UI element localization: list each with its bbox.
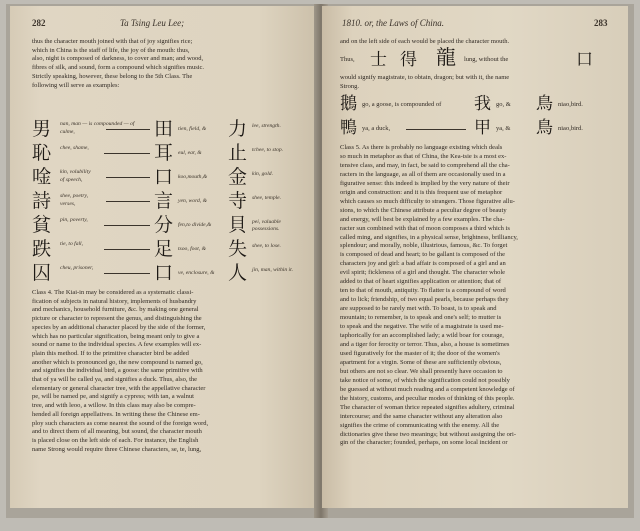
text-line: species by an additional character placed by the side of the former,	[32, 323, 206, 331]
row-dash	[104, 249, 150, 250]
text-line: plain this method. If to the primitive character bird be added	[32, 349, 189, 357]
open-book	[6, 4, 634, 518]
text-line: and mechanics, household furniture, &c. by making one general	[32, 306, 199, 314]
text-line: the history, customs, and peculiar modes of thinking of this people.	[340, 394, 515, 402]
compound-gloss-2: culme,	[60, 129, 75, 135]
compound-gloss: tie, to fall,	[60, 241, 83, 247]
text-line: splendour; and morally, noble, illustrious, famous, &c. To forget	[340, 242, 508, 250]
component-gloss-2: jin, man, within it.	[252, 267, 294, 273]
text-line: Strong.	[340, 82, 359, 90]
character-grid	[32, 118, 302, 286]
text-line: thus the character mouth joined with that of joy signifies rice;	[32, 38, 193, 45]
text-line: Class 5. As there is probably no language existing which deals	[340, 144, 503, 151]
duck-line	[340, 118, 612, 140]
component-character-2: 力	[228, 118, 248, 140]
text-line: figurative sense: this indeed is implied by the very nature of their	[340, 179, 510, 187]
text-line: and to direct them of all meaning, but sound, the character mouth	[32, 428, 202, 436]
duck-text: ya, a duck,	[362, 125, 391, 132]
char-bird: 鳥	[536, 94, 553, 114]
compound-gloss: shee, poetry,	[60, 193, 89, 199]
component-gloss-1: koo,mouth,&	[178, 174, 208, 180]
row-dash	[106, 129, 150, 130]
text-line: sound or name to the individual species. A few examples will ex-	[32, 341, 202, 349]
text-line: which in China is the staff of life, the joy of the mouth: thus,	[32, 46, 190, 54]
text-line: to speak and the negative. The wife of a magistrate is used me-	[340, 323, 504, 331]
compound-character: 男	[32, 118, 52, 140]
text-line: Class 4. The Kiai-in may be considered as a systematic classi-	[32, 289, 194, 296]
component-character-1: 田	[154, 118, 174, 140]
compound-character: 囚	[32, 262, 52, 284]
component-character-1: 口	[154, 166, 174, 188]
goose-bird-text: niao,bird.	[558, 101, 583, 108]
text-line: which causes so much difficulty to strangers. Those figurative allu-	[340, 197, 515, 205]
text-line: gin of the character; founded, perhaps, on some local incident or	[340, 439, 508, 447]
text-line: origin and construction: and it is this frequent use of metaphor	[340, 188, 503, 196]
text-line: taphorically for an accomplished lady; a wild boar for courage,	[340, 332, 504, 340]
compound-character: 恥	[32, 142, 52, 164]
component-gloss-1: ve, enclosure, &	[178, 270, 215, 276]
text-line: which has no particular signification, being meant only to give a	[32, 332, 200, 340]
left-page	[10, 6, 320, 508]
class-4-paragraph	[32, 289, 304, 454]
right-page	[322, 6, 628, 508]
text-line: The character of woman thrice repeated signifies adultery, criminal	[340, 403, 515, 411]
char-jia: 甲	[474, 118, 491, 138]
text-line: but others are not so clear. We shall presently have occasion to	[340, 367, 503, 375]
character-row	[32, 190, 302, 214]
char-goose: 鵝	[340, 94, 357, 114]
component-character-2: 止	[228, 142, 248, 164]
component-character-2: 貝	[228, 214, 248, 236]
compound-character: 詩	[32, 190, 52, 212]
text-line: pe, will be named pe, and signify a cypress; with tan, a walnut	[32, 393, 194, 401]
text-line: ploy such characters as come nearest the sound of the foreign word,	[32, 419, 209, 427]
text-line: so much in metaphor as that of China, the Kea-tsie is a most ex-	[340, 152, 507, 160]
component-gloss-1: fen,to divide,&	[178, 222, 212, 228]
text-line: called ming, and signifies, in a physical sense, brightness, brilliancy,	[340, 233, 518, 241]
compound-gloss: nan, man — is compounded — of	[60, 121, 135, 127]
text-line: characters joy and girl: a bad affair is composed of a girl and an	[340, 260, 506, 268]
component-gloss-2: shee, temple.	[252, 195, 282, 201]
text-line: fibres of silk, and sound, form a compound which signifies music.	[32, 64, 205, 72]
text-line: following will serve as examples:	[32, 81, 120, 89]
text-line: tensive class, and may, in fact, be said to comprehend all the cha-	[340, 161, 510, 169]
text-line: ten to that of mouth, antiquity. To flatter is a compound of word	[340, 287, 506, 295]
component-character-2: 失	[228, 238, 248, 260]
text-line: would signify magistrate, to obtain, dragon; but with it, the name	[340, 74, 510, 81]
text-line: apartment for a virgin. Some of these are sufficiently obvious,	[340, 358, 502, 366]
text-line: take notice of some, of which the signification could not possibly	[340, 376, 510, 384]
compound-gloss: pin, poverty,	[60, 217, 88, 223]
text-line: that of ya will be called ya, and signifies a duck. Thus, also, the	[32, 376, 198, 384]
component-gloss-2: shee, to lose.	[252, 243, 281, 249]
component-character-1: 足	[154, 238, 174, 260]
text-line: evil spirit; fickleness of a girl and thought. The character whole	[340, 269, 506, 277]
text-line: also, night is composed of darkness, to cover and man; and wood,	[32, 55, 204, 63]
text-line: used figuratively for the master of it; the door of the women's	[340, 349, 500, 357]
character-row	[32, 142, 302, 166]
text-line: another which is pronounced go, the new compound is named go,	[32, 358, 203, 366]
text-line: racter sun combined with that of moon composes a third which is	[340, 224, 510, 232]
compound-gloss-2: verses,	[60, 201, 76, 207]
character-row	[32, 238, 302, 262]
goose-text: go, a goose, is compounded of	[362, 101, 442, 108]
goose-line	[340, 94, 612, 116]
goose-go-text: go, &	[496, 101, 511, 108]
text-line: intercourse; and the same character without any alteration also	[340, 412, 503, 420]
page-number-left: 282	[32, 18, 46, 28]
compound-character: 唫	[32, 166, 52, 188]
text-line: Strictly speaking, however, these belong to the 5th Class. The	[32, 72, 193, 80]
text-line: and energy, will best be explained by a few examples. The cha-	[340, 215, 505, 223]
text-line: and to lick; friendship, of two equal pearls, because perhaps they	[340, 296, 509, 304]
component-gloss-2: pei, valuable possessions.	[252, 219, 281, 232]
text-line: tree, and with leoo, a willow. In this class may also be compre-	[32, 402, 196, 410]
character-row	[32, 214, 302, 238]
text-line: racters in the language, as all of them are occasionally used in a	[340, 170, 506, 178]
component-character-1: 分	[154, 214, 174, 236]
component-character-2: 金	[228, 166, 248, 188]
component-gloss-1: tien, field, &	[178, 126, 207, 132]
text-line: hended all foreign appellatives. In writing these the Chinese em-	[32, 410, 200, 418]
row-dash	[106, 177, 150, 178]
char-shi: 士	[370, 50, 387, 70]
component-gloss-2: lee, strength.	[252, 123, 281, 129]
component-gloss-2: kin, gold.	[252, 171, 273, 177]
component-gloss-1: eul, ear, &	[178, 150, 202, 156]
compound-gloss: chee, shame,	[60, 145, 89, 151]
row-dash	[104, 225, 150, 226]
char-duck: 鴨	[340, 118, 357, 138]
component-character-1: 口	[154, 262, 174, 284]
running-header-right: 1810. or, the Laws of China.	[342, 18, 445, 28]
compound-gloss-2: of speech,	[60, 177, 83, 183]
char-mouth: 口	[576, 50, 593, 70]
character-row	[32, 166, 302, 190]
component-character-2: 人	[228, 262, 248, 284]
text-line: elementary or general character tree, with the appellative character	[32, 384, 206, 392]
class-5-paragraph	[340, 144, 614, 448]
compound-character: 跌	[32, 238, 52, 260]
component-gloss-1: tsoo, foot, &	[178, 246, 206, 252]
component-gloss-2: tchee, to stop.	[252, 147, 284, 153]
character-row	[32, 118, 302, 142]
right-top-line: and on the left side of each would be placed the character mouth.	[340, 38, 510, 45]
character-row	[32, 262, 302, 286]
text-line: signifies the crime of communicating with the enemy. All the	[340, 421, 500, 429]
text-line: sions, to which the Chinese attribute a peculiar degree of beauty	[340, 206, 507, 214]
thus-line	[340, 45, 612, 70]
duck-bird-text: niao,bird.	[558, 125, 583, 132]
char-go: 我	[474, 94, 491, 114]
text-line: and signifies the individual bird, a goose: the same primitive with	[32, 367, 203, 375]
without-the-text: lung, without the	[464, 56, 509, 63]
component-character-1: 言	[154, 190, 174, 212]
char-te: 得	[400, 50, 417, 70]
char-lung: 龍	[436, 45, 456, 69]
component-gloss-1: yen, word, &	[178, 198, 208, 204]
compound-character: 貧	[32, 214, 52, 236]
compound-gloss: cheu, prisoner,	[60, 265, 94, 271]
text-line: is placed close on the left side of each. For instance, the English	[32, 436, 199, 444]
text-line: picture or character to represent the genus, and distinguishing the	[32, 315, 202, 323]
component-character-2: 寺	[228, 190, 248, 212]
strong-explanation	[340, 74, 612, 91]
row-dash	[106, 201, 150, 202]
intro-paragraph	[32, 38, 302, 90]
row-dash	[104, 273, 150, 274]
duck-dash	[406, 129, 466, 130]
text-line: be guessed at without much reading and a competent knowledge of	[340, 385, 515, 393]
running-header-left: Ta Tsing Leu Lee;	[120, 18, 185, 28]
text-line: and a tiger for ferocity or terror. Thus, also, a house is sometimes	[340, 340, 510, 348]
text-line: added to that of heart signifies application or attention; that of	[340, 278, 502, 286]
compound-gloss: kin, volubility	[60, 169, 91, 175]
text-line: is composed of dead and heart; to be gallant is composed of the	[340, 251, 505, 259]
char-bird-2: 鳥	[536, 118, 553, 138]
text-line: mountain; to remember, is to speak and one's self; to mutter is	[340, 314, 502, 322]
component-character-1: 耳	[154, 142, 174, 164]
text-line: fication of subjects in natural history, implements of husbandry	[32, 297, 197, 305]
duck-ya-text: ya, &	[496, 125, 511, 132]
page-number-right: 283	[594, 18, 608, 28]
text-line: name Strong would require three Chinese characters, se, te, lung,	[32, 445, 202, 453]
thus-word: Thus,	[340, 56, 355, 63]
text-line: are supposed to be rarely met with. To boast, is to speak and	[340, 305, 497, 313]
text-line: dictionaries give these two meanings; but without assigning the ori-	[340, 430, 517, 438]
row-dash	[104, 153, 150, 154]
